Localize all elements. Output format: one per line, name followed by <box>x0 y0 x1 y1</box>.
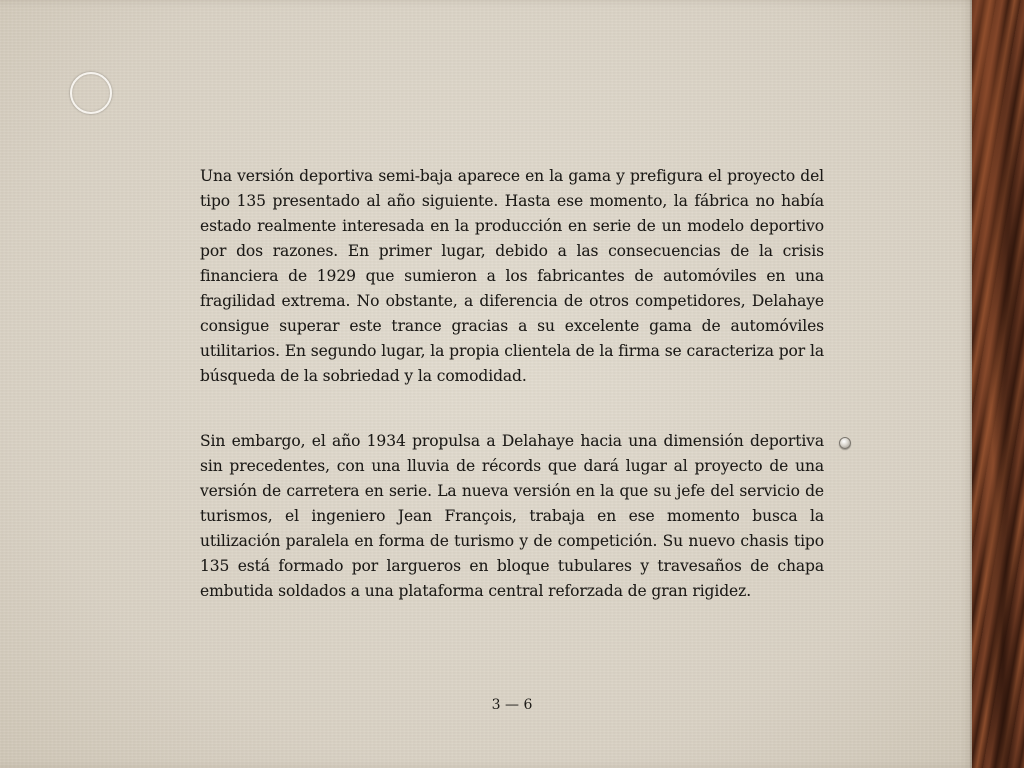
book-spine <box>972 0 1024 768</box>
paragraph-2: Sin embargo, el año 1934 propulsa a Delahaye hacia una dimensión deportiva sin precedentes, con una lluvia de récords que dará lugar al proyecto de una versión de carretera en serie. La nueva versión en la que su jefe del servicio de turismos, el ingeniero Jean François, trabaja en ese momento busca la utilización paralela en forma de turismo y de competición. Su nuevo chasis tipo 135 está formado por largueros en bloque tubulares y travesaños de chapa embutida soldados a una plataforma central reforzada de gran rigidez. <box>200 432 824 600</box>
paragraph-1: Una versión deportiva semi-baja aparece en la gama y prefigura el proyecto del tipo 135 presentado al año siguiente. Hasta ese momento, la fábrica no había estado realmente interesada en la producción en serie de un modelo deportivo por dos razones. En primer lugar, debido a las consecuencias de la crisis financiera de 1929 que sumieron a los fabricantes de automóviles en una fragilidad extrema. No obstante, a diferencia de otros competidores, Delahaye consigue superar este trance gracias a su excelente gama de automóviles utilitarios. En segundo lugar, la propia clientela de la firma se caracteriza por la búsqueda de la sobriedad y la comodidad. <box>200 167 824 385</box>
circle-menu-icon[interactable] <box>70 72 112 114</box>
note-marker-icon[interactable] <box>839 437 851 449</box>
page-number: 3 — 6 <box>491 697 533 713</box>
